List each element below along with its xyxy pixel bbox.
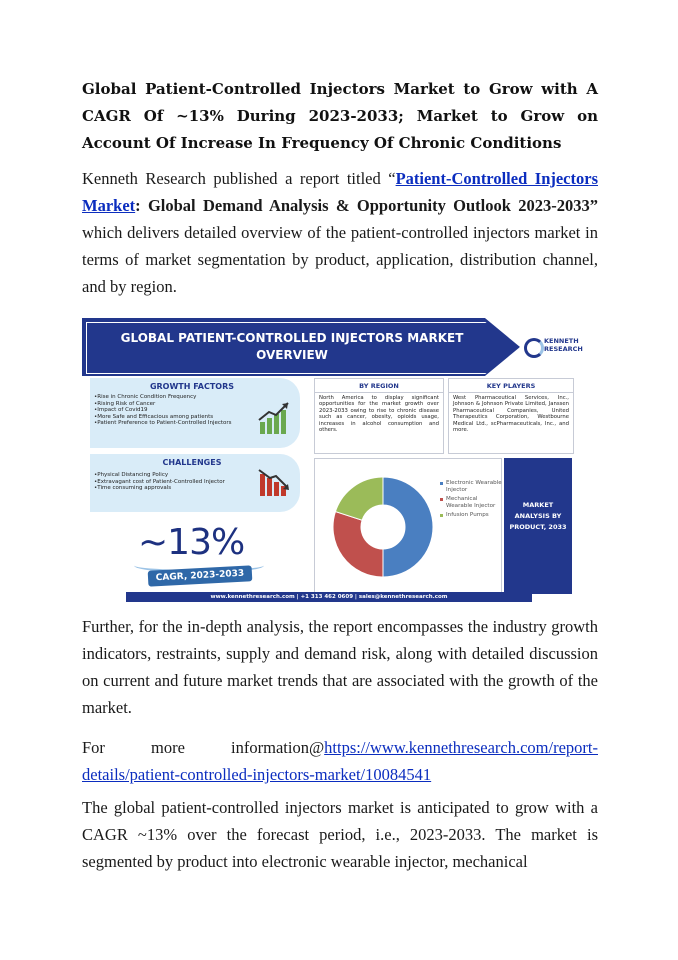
- more-info-line-2: [82, 761, 598, 788]
- legend-swatch: [440, 514, 443, 517]
- contact-footer: www.kennethresearch.com | +1 313 462 0609 | sales@kennethresearch.com: [126, 592, 532, 602]
- market-paragraph: The global patient-controlled injectors market is anticipated to grow with a CAGR ~13% over the forecast period, i.e., 2023-2033. The market is segmented by product into electronic wearable injector, mechanical: [82, 798, 598, 871]
- pie-title-panel: [504, 458, 572, 594]
- infographic: [82, 318, 598, 604]
- key-players-text: West Pharmaceutical Services, Inc., Johnson & Johnson Private Limited, Janssen Pharmaceutical Companies, United Therapeutics Corporation, Westbourne Medical Ltd., scPharmaceuticals, Inc., and more.: [453, 395, 569, 434]
- legend-label: Mechanical Wearable Injector: [446, 496, 496, 509]
- legend-label: Infusion Pumps: [446, 512, 489, 519]
- pie-legend: [440, 480, 502, 522]
- kenneth-research-logo: KENNETH RESEARCH: [524, 334, 594, 360]
- growth-factors-heading: GROWTH FACTORS: [149, 382, 235, 391]
- pie-title: MARKET ANALYSIS BY PRODUCT, 2033: [509, 501, 567, 531]
- more-info-label: For more information@: [82, 738, 325, 757]
- legend-swatch: [440, 482, 443, 485]
- key-players-panel: [448, 378, 574, 454]
- more-info-line: [82, 734, 598, 761]
- by-region-panel: [314, 378, 444, 454]
- more-info-link-cont[interactable]: details/patient-controlled-injectors-market/10084541: [82, 765, 432, 784]
- growth-factors-list: [94, 394, 244, 427]
- cagr-value: ~13%: [138, 522, 245, 563]
- legend-item: [440, 496, 502, 509]
- growth-factor-item: • Rising Risk of Cancer: [94, 401, 244, 408]
- pie-chart-panel: [314, 458, 502, 596]
- report-link[interactable]: Patient-Controlled Injectors Market: [82, 169, 598, 215]
- pie-slice-electronic-wearable-injector: [383, 477, 433, 577]
- legend-swatch: [440, 498, 443, 501]
- cagr-label: CAGR, 2023-2033: [155, 568, 245, 584]
- key-players-heading: KEY PLAYERS: [449, 380, 573, 393]
- growth-chart-icon: [256, 400, 292, 436]
- by-region-heading: BY REGION: [315, 380, 443, 393]
- intro-text-pre: Kenneth Research published a report titled “: [82, 169, 396, 188]
- challenge-item: • Physical Distancing Policy: [94, 472, 264, 479]
- challenges-list: [94, 472, 264, 492]
- challenges-heading: CHALLENGES: [162, 458, 222, 467]
- banner-title: GLOBAL PATIENT-CONTROLLED INJECTORS MARKET OVERVIEW: [120, 331, 464, 362]
- challenge-item: • Extravagant cost of Patient-Controlled Injector: [94, 479, 264, 486]
- logo-icon: [524, 338, 544, 358]
- growth-factor-item: • Rise in Chronic Condition Frequency: [94, 394, 244, 401]
- pie-slice-mechanical-wearable-injector: [333, 512, 383, 577]
- intro-paragraph: [82, 165, 598, 300]
- intro-text-post: which delivers detailed overview of the patient-controlled injectors market in terms of market segmentation by product, application, distribution channel, and by region.: [82, 223, 598, 296]
- legend-label: Electronic Wearable Injector: [446, 480, 502, 493]
- decline-chart-icon: [256, 466, 292, 498]
- by-region-text: North America to display significant opportunities for the market growth over 2023-2033 owing to rise to chronic disease such as cancer, obesity, opioids usage, increases in alcohol consumption and others.: [319, 395, 439, 434]
- growth-factor-item: • Patient Preference to Patient-Controlled Injectors: [94, 420, 244, 427]
- growth-factor-item: • More Safe and Efficacious among patients: [94, 414, 244, 421]
- product-pie-chart: [323, 467, 443, 587]
- report-title-bold: : Global Demand Analysis & Opportunity Outlook 2023-2033”: [135, 196, 598, 215]
- document-title: Global Patient-Controlled Injectors Market to Grow with A CAGR Of ~13% During 2023-2033; Market to Grow on Account Of Increase In Frequency Of Chronic Conditions: [82, 80, 598, 152]
- legend-item: [440, 512, 502, 519]
- more-info-link[interactable]: https://www.kennethresearch.com/report-: [324, 738, 598, 757]
- pie-slice-infusion-pumps: [335, 477, 383, 520]
- analysis-paragraph: Further, for the in-depth analysis, the report encompasses the industry growth indicators, restraints, supply and demand risk, along with detailed discussion on current and future market trends that are associated with the growth of the market.: [82, 617, 598, 717]
- challenge-item: • Time consuming approvals: [94, 485, 264, 492]
- legend-item: [440, 480, 502, 493]
- growth-factor-item: • Impact of Covid19: [94, 407, 244, 414]
